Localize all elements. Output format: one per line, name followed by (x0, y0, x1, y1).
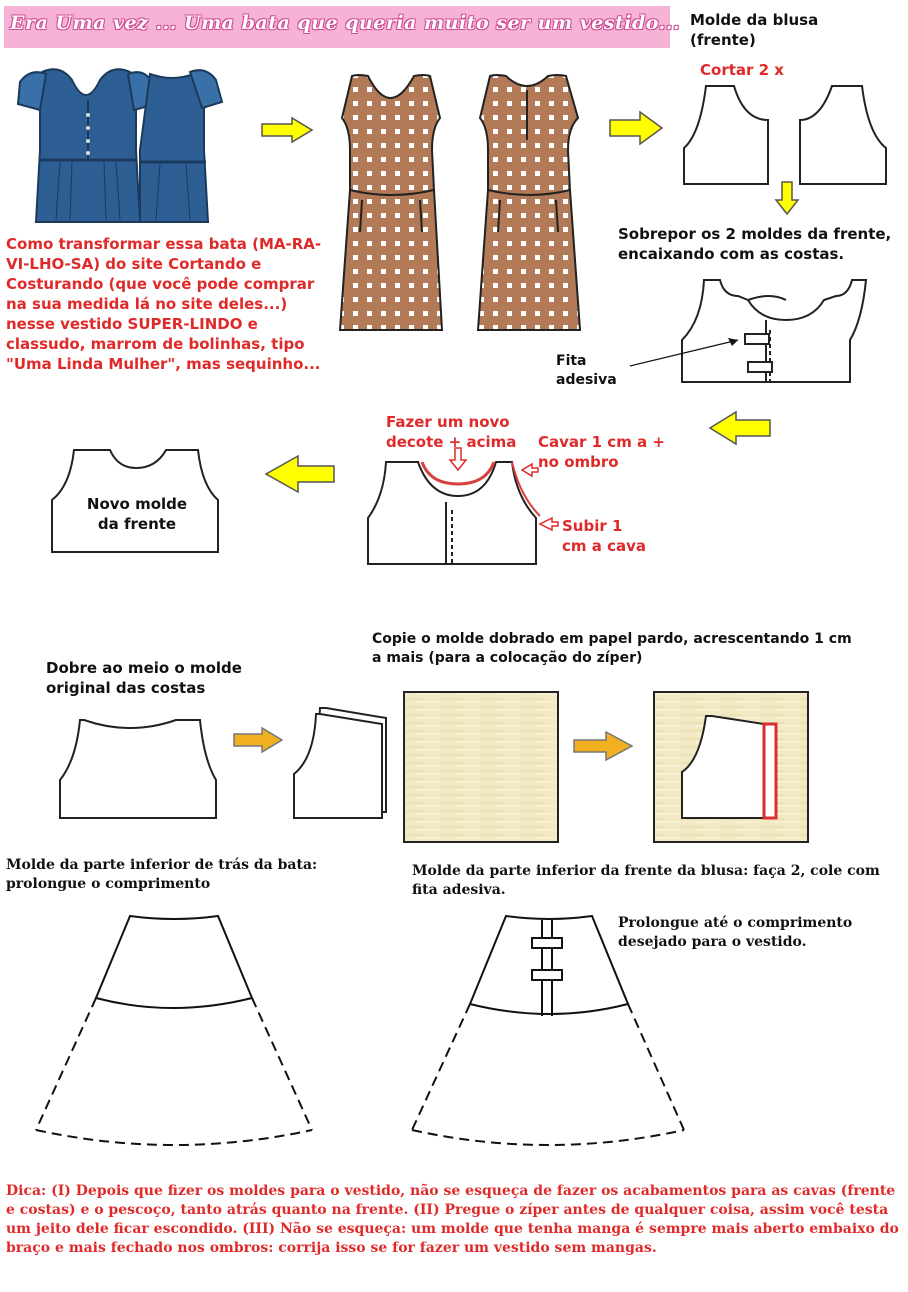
blouse-back-illustration (140, 70, 222, 222)
overlapped-pattern (682, 280, 866, 382)
back-pattern-original (60, 720, 216, 818)
label-cavar: Cavar 1 cm a + no ombro (538, 433, 665, 471)
blouse-front-illustration (18, 69, 156, 222)
arrow-down (776, 182, 798, 214)
folded-back-pattern (294, 708, 386, 818)
label-cortar: Cortar 2 x (700, 61, 784, 79)
tip-text: Dica: (I) Depois que fizer os moldes para o vestido, não se esqueça de fazer os acabamentos para as cavas (frente e costas) e o pescoço, tanto atrás quanto na frente. (II) Pregue o zíper antes de qualquer coisa, assim você testa um jeito dele ficar escondido. (III) Não se esqueça: um molde que tenha manga é sempre mais aberto embaixo do braço e mais fechado nos ombros: corrija isso se for fazer um vestido sem mangas. (6, 1183, 899, 1256)
arrow-right-3 (234, 728, 282, 752)
label-novo-molde: Novo molde da frente (86, 495, 188, 533)
intro-text: Como transformar essa bata (MA-RA-VI-LHO-SA) do site Cortando e Costurando (que você pode comprar na sua medida lá no site deles...) nesse vestido SUPER-LINDO e classudo, marrom de bolinhas, tipo "Uma Linda Mulher", mas sequinho... (6, 235, 322, 373)
paper-sheet-1 (404, 692, 558, 842)
arrow-left-2 (266, 456, 334, 492)
zipper-allowance (764, 724, 776, 818)
dress-back-illustration (478, 75, 580, 330)
page-title: Era Uma vez ... Uma bata que queria muito ser um vestido... (10, 12, 680, 34)
arrow-right-2 (610, 112, 662, 144)
label-novo-decote: Fazer um novo decote + acima (386, 413, 517, 451)
label-inferior-tras: Molde da parte inferior de trás da bata: prolongue o comprimento (6, 857, 318, 892)
dress-front-illustration (340, 75, 442, 330)
arrow-left-1 (710, 412, 770, 444)
label-molde-blusa: Molde da blusa (frente) (690, 11, 819, 49)
skirt-back-pattern (36, 916, 312, 1145)
label-sobrepor: Sobrepor os 2 moldes da frente, encaixando com as costas. (618, 225, 892, 263)
label-prolongue: Prolongue até o comprimento desejado para o vestido. (618, 915, 853, 950)
arrow-right-1 (262, 118, 312, 142)
label-copie: Copie o molde dobrado em papel pardo, acrescentando 1 cm a mais (para a colocação do zíper) (372, 631, 852, 666)
arrow-right-4 (574, 732, 632, 760)
label-inferior-frente: Molde da parte inferior da frente da blusa: faça 2, cole com fita adesiva. (412, 863, 880, 898)
label-dobre: Dobre ao meio o molde original das costas (46, 659, 242, 697)
front-pattern-pieces (684, 86, 886, 184)
modified-pattern (368, 462, 536, 564)
label-subir: Subir 1 cm a cava (562, 517, 647, 555)
label-fita: Fita adesiva (556, 353, 617, 388)
